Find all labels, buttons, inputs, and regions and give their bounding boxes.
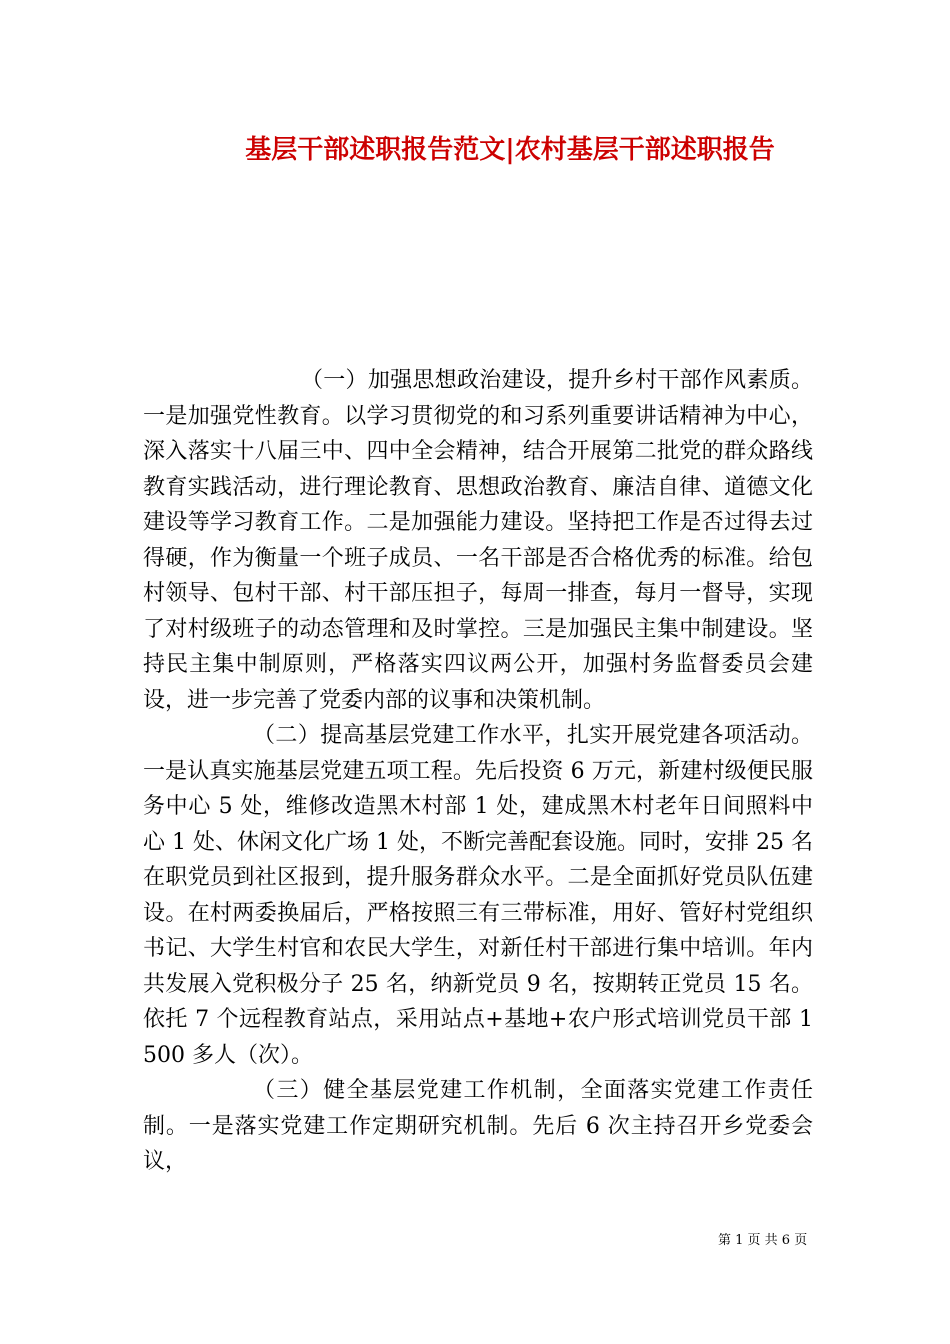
paragraph-2: （二）提高基层党建工作水平，扎实开展党建各项活动。一是认真实施基层党建五项工程。先后投资 6 万元，新建村级便民服务中心 5 处，维修改造黑木村部 1 处，建成黑木村老年日间照料中心 1 处、休闲文化广场 1 处，不断完善配套设施。同时，安排 25 名在职党员到社区报到，提升服务群众水平。二是全面抓好党员队伍建设。在村两委换届后，严格按照三有三带标准，用好、管好村党组织书记、大学生村官和农民大学生，对新任村干部进行集中培训。年内共发展入党积极分子 25 名，纳新党员 9 名，按期转正党员 15 名。依托 7 个远程教育站点，采用站点+基地+农户形式培训党员干部 1500 多人（次）。	[143, 723, 813, 1068]
paragraph-3: （三）健全基层党建工作机制，全面落实党建工作责任制。一是落实党建工作定期研究机制。先后 6 次主持召开乡党委会议，	[143, 1078, 813, 1174]
document-title: 基层干部述职报告范文|农村基层干部述职报告	[245, 135, 775, 165]
paragraph-1: （一）加强思想政治建设，提升乡村干部作风素质。一是加强党性教育。以学习贯彻党的和习系列重要讲话精神为中心，深入落实十八届三中、四中全会精神，结合开展第二批党的群众路线教育实践活动，进行理论教育、思想政治教育、廉洁自律、道德文化建设等学习教育工作。二是加强能力建设。坚持把工作是否过得去过得硬，作为衡量一个班子成员、一名干部是否合格优秀的标准。给包村领导、包村干部、村干部压担子，每周一排查，每月一督导，实现了对村级班子的动态管理和及时掌控。三是加强民主集中制建设。坚持民主集中制原则，严格落实四议两公开，加强村务监督委员会建设，进一步完善了党委内部的议事和决策机制。	[143, 368, 813, 713]
page-number-footer: 第 1 页 共 6 页	[718, 1233, 808, 1248]
document-body	[143, 363, 813, 1180]
